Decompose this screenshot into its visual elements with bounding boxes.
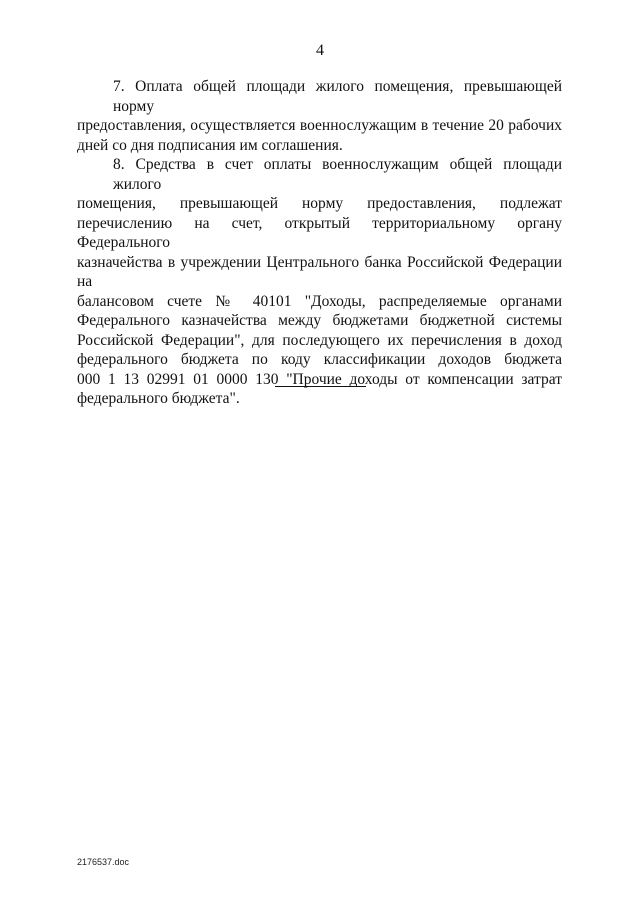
text-line: 8. Средства в счет оплаты военнослужащим общей площади жилого — [113, 156, 562, 193]
text-line: 000 1 13 02991 01 0000 130 "Прочие доходы от компенсации затрат — [77, 370, 562, 388]
paragraph-7 — [77, 77, 562, 155]
page-number: 4 — [316, 42, 324, 59]
text-line: казначейства в учреждении Центрального банка Российской Федерации на — [77, 253, 562, 290]
text-line: дней со дня подписания им соглашения. — [77, 136, 343, 154]
text-line: перечислению на счет, открытый территориальному органу Федерального — [77, 214, 562, 251]
text-line: помещения, превышающей норму предоставления, подлежат — [77, 195, 562, 212]
text-line: Федерального казначейства между бюджетами бюджетной системы — [77, 312, 562, 329]
text-line: 7. Оплата общей площади жилого помещения, превышающей норму — [113, 78, 562, 115]
document-file-code: 2176537.doc — [77, 857, 130, 867]
text-line: федерального бюджета". — [77, 390, 240, 407]
text-line: Российской Федерации", для последующего их перечисления в доход — [77, 331, 562, 349]
end-separator-line — [275, 386, 366, 387]
paragraph-8 — [77, 155, 562, 409]
text-line: балансовом счете № 40101 "Доходы, распределяемые органами — [77, 292, 562, 310]
text-line: федерального бюджета по коду классификации доходов бюджета — [77, 351, 562, 368]
document-body — [77, 77, 562, 409]
text-line: предоставления, осуществляется военнослужащим в течение 20 рабочих — [77, 117, 562, 134]
